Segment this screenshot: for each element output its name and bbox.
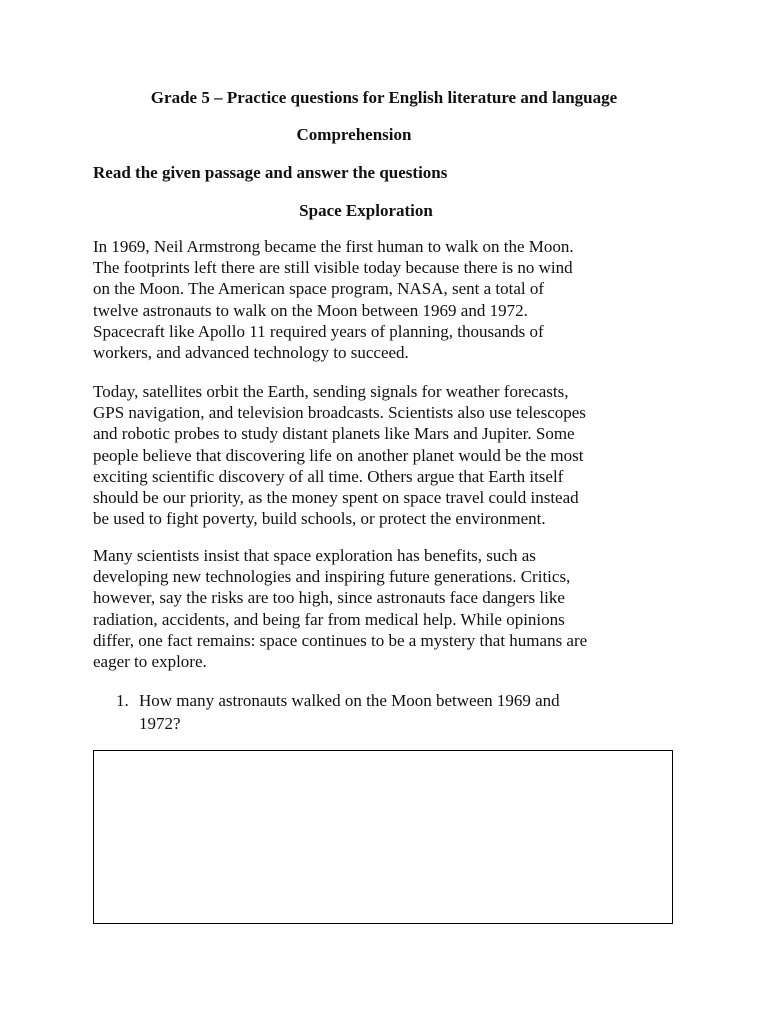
paragraph-line: be used to fight poverty, build schools, or protect the environment. [93,509,546,529]
paragraph-line: should be our priority, as the money spent on space travel could instead [93,488,579,508]
paragraph-line: and robotic probes to study distant planets like Mars and Jupiter. Some [93,424,575,444]
paragraph-line: eager to explore. [93,652,207,672]
question-number: 1. [116,691,129,710]
paragraph-line: radiation, accidents, and being far from medical help. While opinions [93,609,565,629]
paragraph-line: people believe that discovering life on another planet would be the most [93,445,584,465]
worksheet-title: Grade 5 – Practice questions for English literature and language [150,88,618,107]
paragraph-line: GPS navigation, and television broadcasts. Scientists also use telescopes [93,403,586,423]
paragraph-line: differ, one fact remains: space continues to be a mystery that humans are [93,630,588,650]
paragraph-line: on the Moon. The American space program, NASA, sent a total of [93,279,545,299]
question-text [139,689,560,735]
question-line: How many astronauts walked on the Moon between 1969 and [139,691,560,710]
passage-paragraph-1 [93,236,693,363]
instruction-text: Read the given passage and answer the questions [93,163,448,182]
section-heading: Comprehension [296,125,412,144]
answer-box-question-1[interactable] [93,750,673,924]
paragraph-line: however, say the risks are too high, since astronauts face dangers like [93,588,565,608]
paragraph-line: Many scientists insist that space exploration has benefits, such as [93,546,536,565]
paragraph-line: exciting scientific discovery of all time. Others argue that Earth itself [93,466,564,486]
paragraph-line: Spacecraft like Apollo 11 required years of planning, thousands of [93,321,544,341]
paragraph-line: Today, satellites orbit the Earth, sending signals for weather forecasts, [93,382,569,401]
paragraph-line: The footprints left there are still visible today because there is no wind [93,258,573,278]
passage-title: Space Exploration [299,201,433,220]
passage-paragraph-2 [93,381,693,529]
passage-paragraph-3 [93,545,693,672]
paragraph-line: In 1969, Neil Armstrong became the first human to walk on the Moon. [93,237,574,256]
question-line: 1972? [139,714,181,733]
paragraph-line: workers, and advanced technology to succeed. [93,343,409,363]
paragraph-line: developing new technologies and inspiring future generations. Critics, [93,567,571,587]
paragraph-line: twelve astronauts to walk on the Moon between 1969 and 1972. [93,300,528,320]
